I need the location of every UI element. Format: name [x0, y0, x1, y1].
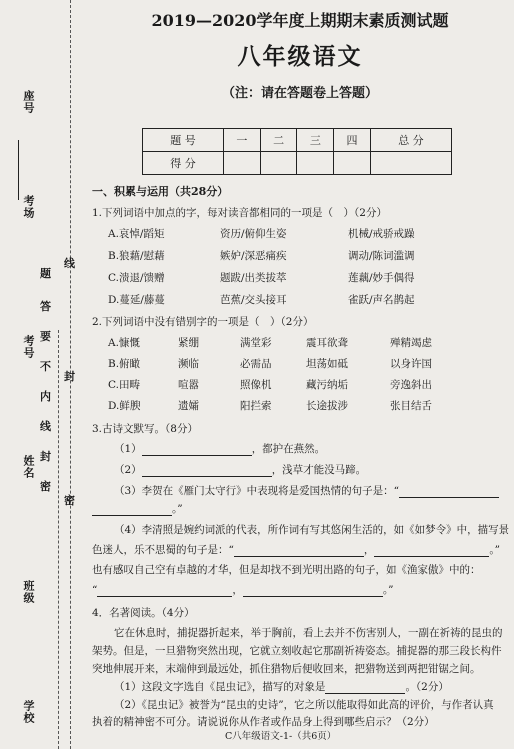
- q4-stem: 4．名著阅读。（4分）: [92, 607, 195, 619]
- q3-line-4b-end: 。”: [489, 544, 500, 556]
- score-table-cell: [370, 152, 451, 175]
- q3-line-3-text: （3）李贺在《雁门太守行》中表现将是爱国热情的句子是：“: [114, 485, 400, 497]
- q2-option-b-1: B.俯瞰: [108, 358, 141, 370]
- q3-line-4d: [92, 584, 394, 597]
- q2-option-d-4: 长途拔涉: [306, 400, 348, 412]
- q3-line-4c: 也有感叹自己空有卓越的才华，但是却找不到光明出路的句子，如《渔家傲》中的：: [92, 564, 481, 576]
- q3-line-4d-end: 。”: [382, 584, 394, 596]
- section-heading: 一、积累与运用（共28分）: [92, 185, 229, 198]
- q2-option-d-1: D.鲜腴: [108, 400, 141, 412]
- exam-title: 2019—2020学年度上期期末素质测试题: [151, 11, 449, 30]
- q1-option-d-3: 雀跃/声名鹊起: [348, 294, 415, 306]
- q3-line-1-label: （1）: [114, 443, 142, 455]
- q4-passage-line-1: 它在休息时，捕捉器折起来，举于胸前，看上去并不伤害别人，一副在祈祷的昆虫的: [114, 627, 503, 639]
- score-table-cell: 一: [224, 129, 261, 152]
- q4-sub-1-text: （1）这段文字选自《昆虫记》，描写的对象是: [114, 681, 326, 693]
- q3-blank-4a[interactable]: [234, 556, 364, 557]
- q3-blank-4d[interactable]: [243, 596, 383, 597]
- notice-char-8: 密: [40, 480, 51, 493]
- q4-sub-1-end: 。（2分）: [405, 681, 449, 693]
- q3-line-3-end: 。”: [172, 503, 183, 515]
- q3-line-2-text: ，浅草才能没马蹄。: [271, 464, 367, 476]
- q2-stem: 2.下列词语中没有错别字的一项是（ ）（2分）: [92, 316, 314, 328]
- q3-blank-2[interactable]: [142, 476, 272, 477]
- q3-line-4d-open: “: [92, 584, 98, 596]
- q3-blank-4b[interactable]: [374, 556, 489, 557]
- q3-line-2-label: （2）: [114, 464, 142, 476]
- answer-note: （注：请在答题卷上答题）: [221, 86, 378, 101]
- q1-option-c: C.溃退/馈赠: [108, 272, 165, 284]
- q3-blank-1[interactable]: [142, 455, 252, 456]
- label-school: 学校: [22, 700, 35, 724]
- score-table-cell: [224, 152, 261, 175]
- q2-option-b-3: 必需品: [240, 358, 272, 370]
- q3-line-4b: [92, 544, 500, 557]
- score-table-cell: 四: [334, 129, 371, 152]
- q2-option-c-3: 照像机: [240, 379, 272, 391]
- q2-option-c-1: C.田畴: [108, 379, 140, 391]
- score-table: [142, 128, 452, 175]
- q4-blank-1[interactable]: [325, 693, 405, 694]
- q2-option-a-1: A.慷慨: [108, 337, 140, 349]
- seal-line-char: 线: [64, 257, 75, 270]
- q1-option-a-3: 机械/戒骄戒躁: [348, 228, 415, 240]
- notice-char-7: 封: [40, 450, 51, 463]
- q2-option-a-4: 震耳欲聋: [306, 337, 348, 349]
- score-table-header-row: [143, 129, 452, 152]
- label-seat-number: 座号: [22, 90, 35, 114]
- label-exam-number: 考号: [22, 335, 35, 359]
- q2-option-a-5: 殚精竭虑: [390, 337, 432, 349]
- page-footer: C八年级语文-1-（共6页）: [225, 731, 337, 742]
- seat-number-line: [18, 140, 20, 200]
- label-class: 班级: [22, 580, 35, 604]
- q3-line-3-cont: [92, 503, 183, 516]
- q3-line-4d-comma: ，: [232, 584, 243, 596]
- notice-char-4: 不: [40, 360, 51, 373]
- notice-char-6: 线: [40, 420, 51, 433]
- notice-char-2: 答: [40, 300, 51, 313]
- q2-option-c-5: 旁逸斜出: [390, 379, 432, 391]
- q1-option-b-2: 嫉妒/深恶痛疾: [220, 250, 287, 262]
- score-table-cell: 得 分: [143, 152, 224, 175]
- q2-option-b-2: 濒临: [178, 358, 199, 370]
- label-name: 姓名: [22, 455, 35, 479]
- q2-option-d-3: 阳拦索: [240, 400, 272, 412]
- label-exam-room: 考场: [22, 195, 35, 219]
- q1-option-c-3: 莲藕/妙手偶得: [348, 272, 415, 284]
- score-table-cell: 二: [260, 129, 297, 152]
- q1-stem: 1.下列词语中加点的字，每对读音都相同的一项是（ ）（2分）: [92, 207, 387, 219]
- score-table-cell: [260, 152, 297, 175]
- q3-stem: 3.古诗文默写。（8分）: [92, 423, 198, 435]
- score-table-cell: 总 分: [370, 129, 451, 152]
- q2-option-a-2: 紧绷: [178, 337, 199, 349]
- q1-option-b-3: 调动/陈词滥调: [348, 250, 415, 262]
- q3-line-1: [114, 443, 325, 456]
- score-table-score-row: [143, 152, 452, 175]
- q4-sub-2: （2）《昆虫记》被誉为“昆虫的史诗”，它之所以能取得如此高的评价，与作者认真: [114, 699, 494, 711]
- q1-option-d: D.蔓延/藤蔓: [108, 294, 165, 306]
- score-table-cell: [297, 152, 334, 175]
- q3-blank-3a[interactable]: [399, 497, 499, 498]
- notice-char-5: 内: [40, 390, 51, 403]
- q3-line-4a: （4）李清照是婉约词派的代表，所作词有写其悠闲生活的，如《如梦令》中，描写景: [114, 524, 510, 536]
- q3-blank-3b[interactable]: [92, 515, 172, 516]
- q3-line-4b-text: 色迷人，乐不思蜀的句子是：“: [92, 544, 234, 556]
- q2-option-c-2: 喧嚣: [178, 379, 199, 391]
- q4-sub-2-cont: 执着的精神密不可分。请说说你从作者或作品身上得到哪些启示？（2分）: [92, 716, 435, 728]
- q3-line-2: [114, 464, 366, 477]
- q1-option-d-2: 芭蕉/交头接耳: [220, 294, 287, 306]
- score-table-cell: [334, 152, 371, 175]
- q1-option-c-2: 题跋/出类拔萃: [220, 272, 287, 284]
- q4-sub-1: [114, 681, 449, 694]
- seal-seal-char: 封: [64, 370, 75, 383]
- q2-option-d-5: 张目结舌: [390, 400, 432, 412]
- notice-char-3: 要: [40, 330, 51, 343]
- q4-passage-line-2: 架势。但是，一旦猎物突然出现，它就立刻收起它那副祈祷姿态。捕捉器的那三段长构件: [92, 645, 502, 657]
- q3-line-4b-comma: ，: [363, 544, 375, 556]
- q2-option-a-3: 满堂彩: [240, 337, 272, 349]
- q2-option-b-4: 坦荡如砥: [306, 358, 348, 370]
- notice-char-1: 题: [40, 267, 51, 280]
- q3-line-3: [114, 485, 499, 498]
- score-table-cell: 三: [297, 129, 334, 152]
- dashed-line-inner: [58, 330, 59, 749]
- q3-blank-4c[interactable]: [97, 596, 232, 597]
- q2-option-c-4: 藏污纳垢: [306, 379, 348, 391]
- score-table-cell: 题 号: [143, 129, 224, 152]
- seal-secret-char: 密: [64, 494, 75, 507]
- q1-option-a: A.哀悼/蹈矩: [108, 228, 165, 240]
- q1-option-b: B.狼藉/慰藉: [108, 250, 165, 262]
- q4-passage-line-3: 突地伸展开来，末端伸到最远处，抓住猎物后便收回来，把猎物送到两把钳锯之间。: [92, 663, 481, 675]
- q2-option-d-2: 遗孀: [178, 400, 199, 412]
- subject-title: 八年级语文: [237, 43, 363, 70]
- q2-option-b-5: 以身许国: [390, 358, 432, 370]
- q3-line-1-text: ，都护在燕然。: [251, 443, 326, 455]
- q1-option-a-2: 资历/俯仰生姿: [220, 228, 287, 240]
